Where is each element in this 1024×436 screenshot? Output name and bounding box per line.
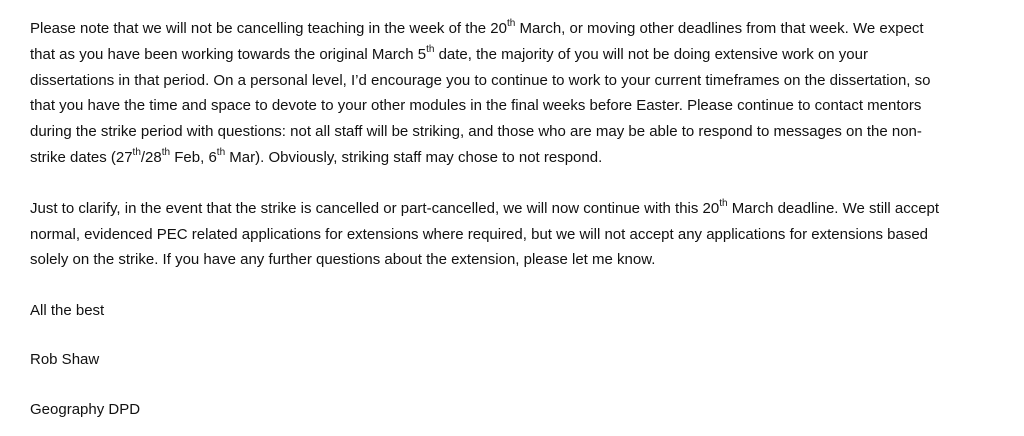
sender-name: Rob Shaw <box>30 351 100 368</box>
paragraph-1-line-3: dissertations in that period. On a personal level, I’d encourage you to continue to work to your current timeframes on the dissertation, so <box>30 71 931 89</box>
ordinal-suffix: th <box>216 146 226 158</box>
text-run: Please note that we will not be cancelling teaching in the week of the 20 <box>30 20 507 37</box>
paragraph-1-line-4: that you have the time and space to devote to your other modules in the final weeks before Easter. Please continue to contact mentors <box>30 97 922 115</box>
paragraph-2-line-3: solely on the strike. If you have any further questions about the extension, please let me know. <box>30 251 656 269</box>
paragraph-1-line-6 <box>30 145 1002 171</box>
text-run: Just to clarify, in the event that the strike is cancelled or part-cancelled, we will now continue with this 20 <box>30 199 720 217</box>
paragraph-1-line-5: during the strike period with questions: not all staff will be striking, and those who are may be able to respond to messages on the non- <box>30 123 922 141</box>
signoff-text: All the best <box>30 302 105 319</box>
text-run: Mar). Obviously, striking staff may chose to not respond. <box>225 148 603 166</box>
paragraph-spacer <box>30 171 1002 196</box>
ordinal-suffix: th <box>719 197 728 209</box>
paragraph-2-line-1 <box>30 196 1002 222</box>
paragraph-2 <box>30 196 1002 273</box>
email-body <box>30 16 1002 273</box>
paragraph-1 <box>30 16 1002 171</box>
text-run: March deadline. We still accept <box>727 199 940 217</box>
paragraph-1-line-2 <box>30 42 1002 68</box>
text-run: strike dates (27 <box>30 148 133 166</box>
sender-title: Geography DPD <box>30 401 141 418</box>
ordinal-suffix: th <box>506 18 516 29</box>
text-run: date, the majority of you will not be doing extensive work on your <box>434 45 868 63</box>
ordinal-suffix: th <box>132 146 141 158</box>
paragraph-2-line-2: normal, evidenced PEC related applications for extensions where required, but we will not accept any applications for extensions based <box>30 225 929 243</box>
text-run: that as you have been working towards the original March 5 <box>30 45 427 63</box>
text-run: /28 <box>140 148 162 166</box>
text-run: Feb, 6 <box>170 148 217 166</box>
text-run: March, or moving other deadlines from that week. We expect <box>515 20 924 37</box>
ordinal-suffix: th <box>161 146 171 158</box>
paragraph-1-line-1 <box>30 16 1002 42</box>
ordinal-suffix: th <box>426 43 435 55</box>
